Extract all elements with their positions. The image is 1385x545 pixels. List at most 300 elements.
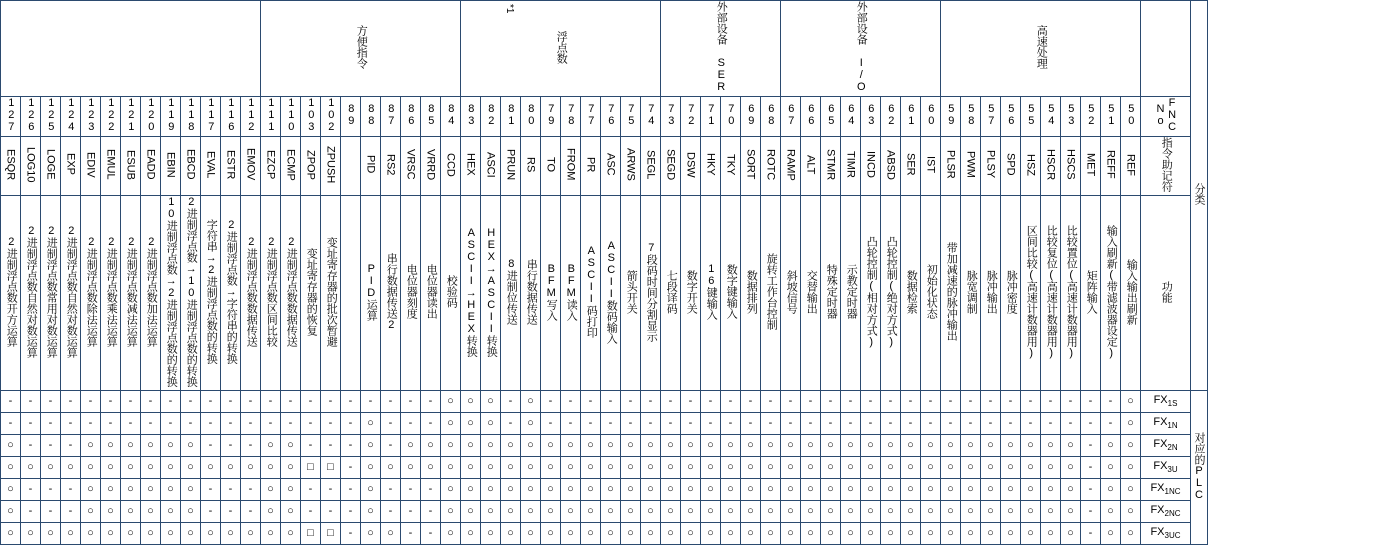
function-value: 串行数据传送2 xyxy=(385,252,398,331)
support-cell xyxy=(821,479,841,501)
support-cell xyxy=(201,413,221,435)
support-mark: - xyxy=(228,395,233,407)
support-mark: - xyxy=(988,417,993,429)
fnc-no-cell xyxy=(1121,97,1141,137)
function-cell xyxy=(1021,196,1041,391)
mnemonic-cell xyxy=(1081,137,1101,196)
support-mark: ○ xyxy=(667,439,674,451)
mnemonic-value: PID xyxy=(364,155,377,174)
support-mark: - xyxy=(228,417,233,429)
support-cell xyxy=(481,479,501,501)
support-cell xyxy=(101,457,121,479)
support-mark: - xyxy=(428,395,433,407)
support-cell xyxy=(541,457,561,479)
support-mark: - xyxy=(228,483,233,495)
support-mark: ○ xyxy=(887,483,894,495)
support-cell xyxy=(681,479,701,501)
support-mark: ○ xyxy=(87,505,94,517)
support-mark: - xyxy=(708,395,713,407)
function-cell xyxy=(1121,196,1141,391)
support-cell xyxy=(381,523,401,545)
support-cell xyxy=(661,413,681,435)
function-cell xyxy=(501,196,521,391)
support-mark: ○ xyxy=(367,505,374,517)
function-value: 箭头开关 xyxy=(625,269,638,314)
support-mark: ○ xyxy=(187,483,194,495)
support-mark: ○ xyxy=(927,439,934,451)
fnc-no-value: 117 xyxy=(205,97,218,133)
fnc-no-value: 83 xyxy=(465,103,478,127)
support-cell xyxy=(241,523,261,545)
function-cell xyxy=(561,196,581,391)
support-cell xyxy=(241,457,261,479)
support-cell xyxy=(281,457,301,479)
support-cell xyxy=(541,479,561,501)
support-cell xyxy=(1041,501,1061,523)
support-cell xyxy=(661,479,681,501)
support-cell xyxy=(181,501,201,523)
fnc-no-value: 102 xyxy=(325,97,338,133)
support-cell xyxy=(941,435,961,457)
support-cell xyxy=(841,501,861,523)
fnc-no-cell xyxy=(221,97,241,137)
support-mark: - xyxy=(228,505,233,517)
support-cell xyxy=(901,501,921,523)
support-cell xyxy=(821,435,841,457)
support-cell xyxy=(541,435,561,457)
support-cell xyxy=(901,391,921,413)
support-mark: - xyxy=(348,527,353,539)
support-mark: ○ xyxy=(547,527,554,539)
support-mark: ○ xyxy=(447,461,454,473)
support-mark: ○ xyxy=(167,461,174,473)
support-cell xyxy=(61,479,81,501)
function-value: 字符串→2进制浮点数的转换 xyxy=(205,219,218,364)
support-cell xyxy=(981,391,1001,413)
support-cell xyxy=(721,523,741,545)
support-cell xyxy=(961,435,981,457)
support-cell xyxy=(101,501,121,523)
support-cell xyxy=(1041,391,1061,413)
support-cell xyxy=(541,523,561,545)
mnemonic-cell xyxy=(481,137,501,196)
support-cell xyxy=(721,413,741,435)
support-mark: - xyxy=(88,417,93,429)
support-mark: ○ xyxy=(887,527,894,539)
category-group xyxy=(781,1,941,97)
support-mark: - xyxy=(388,483,393,495)
support-mark: - xyxy=(908,395,913,407)
function-cell xyxy=(681,196,701,391)
support-cell xyxy=(281,391,301,413)
support-cell xyxy=(561,501,581,523)
function-value: 区间比较(高速计数器用) xyxy=(1025,224,1038,359)
support-mark: ○ xyxy=(967,527,974,539)
function-value: PID运算 xyxy=(365,262,378,321)
support-mark: - xyxy=(708,417,713,429)
support-mark: ○ xyxy=(527,461,534,473)
support-cell xyxy=(821,457,841,479)
support-cell xyxy=(1061,391,1081,413)
fnc-no-value: 123 xyxy=(85,97,98,133)
support-cell xyxy=(461,413,481,435)
support-mark: ○ xyxy=(227,461,234,473)
support-mark: ○ xyxy=(527,439,534,451)
support-mark: ○ xyxy=(147,527,154,539)
support-cell xyxy=(1001,391,1021,413)
support-cell xyxy=(1101,501,1121,523)
support-cell xyxy=(881,435,901,457)
support-cell xyxy=(201,391,221,413)
fnc-no-cell xyxy=(361,97,381,137)
support-cell xyxy=(61,435,81,457)
support-cell xyxy=(41,501,61,523)
support-mark: ○ xyxy=(867,439,874,451)
support-cell xyxy=(1101,391,1121,413)
support-cell xyxy=(481,523,501,545)
support-cell xyxy=(221,501,241,523)
fnc-no-value: 71 xyxy=(705,103,718,127)
support-cell xyxy=(101,523,121,545)
support-mark: ○ xyxy=(907,505,914,517)
support-mark: ○ xyxy=(447,527,454,539)
support-mark: ○ xyxy=(1067,461,1074,473)
function-value: 凸轮控制(绝对方式) xyxy=(885,235,898,348)
support-cell xyxy=(381,457,401,479)
fnc-no-cell xyxy=(1061,97,1081,137)
support-mark: - xyxy=(968,417,973,429)
support-mark: - xyxy=(928,395,933,407)
fnc-no-value: 56 xyxy=(1005,103,1018,127)
support-cell xyxy=(761,457,781,479)
support-mark: - xyxy=(888,417,893,429)
support-mark: ○ xyxy=(487,417,494,429)
support-cell xyxy=(601,479,621,501)
support-cell xyxy=(861,391,881,413)
support-mark: ○ xyxy=(387,527,394,539)
support-mark: - xyxy=(868,395,873,407)
support-mark: ○ xyxy=(47,461,54,473)
support-mark: ○ xyxy=(287,461,294,473)
support-cell xyxy=(121,501,141,523)
support-mark: ○ xyxy=(667,483,674,495)
support-mark: - xyxy=(168,395,173,407)
support-mark: ○ xyxy=(547,439,554,451)
support-mark: ○ xyxy=(887,505,894,517)
support-cell xyxy=(841,479,861,501)
function-cell xyxy=(781,196,801,391)
support-cell xyxy=(521,413,541,435)
fnc-no-cell xyxy=(821,97,841,137)
support-mark: ○ xyxy=(1047,483,1054,495)
support-mark: - xyxy=(1028,417,1033,429)
support-mark: ○ xyxy=(107,527,114,539)
support-mark: - xyxy=(388,395,393,407)
support-mark: ○ xyxy=(467,527,474,539)
support-mark: ○ xyxy=(1007,461,1014,473)
support-mark: ○ xyxy=(527,527,534,539)
support-mark: ○ xyxy=(487,527,494,539)
support-cell xyxy=(201,479,221,501)
mnemonic-cell xyxy=(201,137,221,196)
support-cell xyxy=(581,501,601,523)
support-cell xyxy=(761,523,781,545)
fnc-no-value: 53 xyxy=(1065,103,1078,127)
support-cell xyxy=(641,523,661,545)
support-cell xyxy=(461,501,481,523)
mnemonic-value: HSZ xyxy=(1024,153,1037,176)
support-cell xyxy=(821,501,841,523)
support-mark: - xyxy=(28,505,33,517)
support-cell xyxy=(501,523,521,545)
function-value: 2进制浮点数区间比较 xyxy=(265,236,278,347)
support-cell xyxy=(821,413,841,435)
fnc-no-value: 120 xyxy=(145,97,158,133)
support-mark: ○ xyxy=(807,461,814,473)
support-cell xyxy=(861,479,881,501)
support-mark: - xyxy=(208,395,213,407)
mnemonic-cell xyxy=(221,137,241,196)
support-cell xyxy=(941,457,961,479)
support-cell xyxy=(1,523,21,545)
support-mark: - xyxy=(8,417,13,429)
support-cell xyxy=(221,435,241,457)
support-mark: - xyxy=(848,417,853,429)
support-mark: ○ xyxy=(987,483,994,495)
support-mark: ○ xyxy=(367,527,374,539)
function-value: 脉宽调制 xyxy=(965,269,978,314)
support-mark: - xyxy=(768,395,773,407)
support-cell xyxy=(341,413,361,435)
support-cell xyxy=(241,413,261,435)
support-mark: ○ xyxy=(987,505,994,517)
mnemonic-cell xyxy=(461,137,481,196)
support-cell xyxy=(1041,523,1061,545)
support-cell xyxy=(841,413,861,435)
support-cell xyxy=(721,479,741,501)
support-cell xyxy=(281,501,301,523)
mnemonic-cell xyxy=(341,137,361,196)
support-cell xyxy=(581,523,601,545)
support-mark: □ xyxy=(327,527,334,539)
support-cell xyxy=(781,391,801,413)
category-header-label: 分类 xyxy=(1193,183,1205,205)
support-mark: ○ xyxy=(907,483,914,495)
support-cell xyxy=(641,457,661,479)
support-mark: ○ xyxy=(827,439,834,451)
support-cell xyxy=(721,391,741,413)
support-cell xyxy=(801,501,821,523)
category-group xyxy=(461,1,661,97)
category-group xyxy=(261,1,461,97)
support-mark: ○ xyxy=(7,439,14,451)
support-mark: - xyxy=(608,395,613,407)
support-mark: - xyxy=(828,417,833,429)
support-cell xyxy=(961,413,981,435)
mnemonic-value: HKY xyxy=(704,153,717,176)
function-value: 2进制浮点数减法运算 xyxy=(125,236,138,347)
support-mark: - xyxy=(1088,417,1093,429)
support-mark: ○ xyxy=(507,439,514,451)
mnemonic-cell xyxy=(301,137,321,196)
support-mark: ○ xyxy=(1127,505,1134,517)
support-cell xyxy=(281,413,301,435)
support-mark: ○ xyxy=(1007,483,1014,495)
support-mark: ○ xyxy=(947,505,954,517)
support-cell xyxy=(861,523,881,545)
support-cell xyxy=(881,457,901,479)
support-mark: - xyxy=(1008,395,1013,407)
support-mark: - xyxy=(48,505,53,517)
support-cell xyxy=(401,457,421,479)
fnc-no-cell xyxy=(961,97,981,137)
support-cell xyxy=(801,413,821,435)
support-mark: - xyxy=(228,439,233,451)
support-cell xyxy=(1121,391,1141,413)
support-mark: - xyxy=(308,439,313,451)
support-mark: - xyxy=(328,417,333,429)
support-cell xyxy=(1061,457,1081,479)
support-mark: ○ xyxy=(1047,505,1054,517)
support-mark: ○ xyxy=(1067,527,1074,539)
support-mark: - xyxy=(568,395,573,407)
support-cell xyxy=(741,501,761,523)
support-cell xyxy=(481,391,501,413)
support-cell xyxy=(741,457,761,479)
support-cell xyxy=(981,479,1001,501)
support-mark: ○ xyxy=(107,461,114,473)
support-mark: - xyxy=(28,395,33,407)
support-cell xyxy=(561,391,581,413)
fnc-no-value: 116 xyxy=(225,97,238,133)
fnc-no-cell xyxy=(321,97,341,137)
support-mark: ○ xyxy=(467,461,474,473)
support-mark: - xyxy=(648,395,653,407)
support-mark: - xyxy=(668,417,673,429)
footnote-marker: *1 xyxy=(504,4,515,14)
support-mark: - xyxy=(28,483,33,495)
support-mark: - xyxy=(388,439,393,451)
support-cell xyxy=(321,501,341,523)
support-mark: ○ xyxy=(287,439,294,451)
support-mark: - xyxy=(808,395,813,407)
support-cell xyxy=(421,523,441,545)
support-cell xyxy=(761,391,781,413)
support-cell xyxy=(981,501,1001,523)
support-mark: ○ xyxy=(627,505,634,517)
support-cell xyxy=(1001,435,1021,457)
fnc-no-cell xyxy=(461,97,481,137)
support-cell xyxy=(1001,523,1021,545)
support-mark: ○ xyxy=(867,505,874,517)
support-cell xyxy=(1021,479,1041,501)
fnc-no-cell xyxy=(881,97,901,137)
mnemonic-value: SORT xyxy=(744,149,757,180)
fnc-no-value: 80 xyxy=(525,103,538,127)
support-cell xyxy=(1021,413,1041,435)
mnemonic-cell xyxy=(801,137,821,196)
support-cell xyxy=(101,479,121,501)
support-cell xyxy=(741,523,761,545)
support-cell xyxy=(441,457,461,479)
fnc-no-value: 50 xyxy=(1125,103,1138,127)
support-mark: - xyxy=(348,439,353,451)
support-cell xyxy=(1041,479,1061,501)
support-mark: - xyxy=(408,483,413,495)
category-label: 方便指令 xyxy=(355,25,368,69)
mnemonic-cell xyxy=(961,137,981,196)
support-mark: ○ xyxy=(267,439,274,451)
support-mark: - xyxy=(1088,439,1093,451)
function-cell xyxy=(601,196,621,391)
mnemonic-value: VRSC xyxy=(404,149,417,180)
support-mark: □ xyxy=(307,461,314,473)
support-mark: ○ xyxy=(247,461,254,473)
fnc-no-header-label: FNC No xyxy=(1154,97,1179,133)
fnc-no-cell xyxy=(641,97,661,137)
support-cell xyxy=(761,479,781,501)
support-mark: ○ xyxy=(707,461,714,473)
mnemonic-value: VRRD xyxy=(424,148,437,181)
support-cell xyxy=(441,391,461,413)
support-mark: - xyxy=(68,483,73,495)
fnc-no-value: 84 xyxy=(445,103,458,127)
support-cell xyxy=(781,413,801,435)
support-mark: - xyxy=(1108,395,1113,407)
support-mark: ○ xyxy=(507,505,514,517)
support-mark: - xyxy=(28,439,33,451)
mnemonic-cell xyxy=(701,137,721,196)
function-value: 脉冲密度 xyxy=(1005,269,1018,314)
fnc-no-cell xyxy=(521,97,541,137)
mnemonic-value: INCD xyxy=(864,151,877,178)
support-cell xyxy=(381,501,401,523)
fnc-no-value: 82 xyxy=(485,103,498,127)
support-mark: ○ xyxy=(527,417,534,429)
support-cell xyxy=(741,479,761,501)
support-mark: ○ xyxy=(947,461,954,473)
support-mark: - xyxy=(188,417,193,429)
support-mark: - xyxy=(1088,505,1093,517)
support-cell xyxy=(981,435,1001,457)
support-mark: ○ xyxy=(807,483,814,495)
support-mark: ○ xyxy=(867,461,874,473)
support-mark: ○ xyxy=(47,527,54,539)
support-mark: ○ xyxy=(587,527,594,539)
support-cell xyxy=(561,479,581,501)
support-cell xyxy=(101,391,121,413)
function-value: 数字开关 xyxy=(685,269,698,314)
support-cell xyxy=(141,391,161,413)
fnc-no-value: 110 xyxy=(285,97,298,133)
support-cell xyxy=(1021,435,1041,457)
support-cell xyxy=(881,479,901,501)
support-mark: ○ xyxy=(1027,505,1034,517)
fnc-no-value: 57 xyxy=(985,103,998,127)
mnemonic-cell xyxy=(421,137,441,196)
support-cell xyxy=(401,479,421,501)
support-mark: ○ xyxy=(747,439,754,451)
mnemonic-cell xyxy=(401,137,421,196)
fnc-no-cell xyxy=(181,97,201,137)
support-cell xyxy=(521,391,541,413)
support-mark: ○ xyxy=(587,439,594,451)
mnemonic-cell xyxy=(1061,137,1081,196)
mnemonic-value: IST xyxy=(924,155,937,174)
function-cell xyxy=(841,196,861,391)
function-value: 8进制位传送 xyxy=(505,258,518,325)
support-mark: - xyxy=(928,417,933,429)
